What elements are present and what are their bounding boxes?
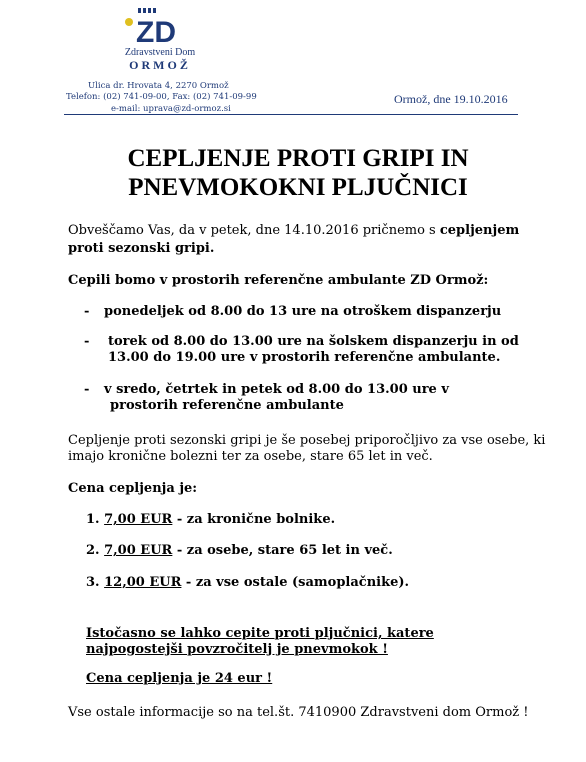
schedule-dash-3: -: [84, 382, 90, 397]
price-item-1: [86, 511, 335, 529]
intro-text: Obveščamo Vas, da v petek, dne 14.10.2016 pričnemo s: [68, 223, 440, 238]
email-line: e-mail: uprava@zd-ormoz.si: [111, 104, 231, 114]
recommendation-line-2: imajo kronične bolezni ter za osebe, stare 65 let in več.: [68, 449, 433, 464]
footer-info: Vse ostale informacije so na tel.št. 7410900 Zdravstveni dom Ormož !: [68, 705, 529, 720]
header-divider: [64, 114, 518, 115]
price-desc-1: - za kronične bolnike.: [172, 512, 336, 527]
pneumo-line-2: najpogostejši povzročitelj je pnevmokok !: [86, 642, 388, 657]
title-line-1: CEPLJENJE PROTI GRIPI IN: [127, 145, 469, 172]
logo-mark-icon: [124, 6, 188, 48]
price-amount-3: 12,00 EUR: [104, 575, 182, 590]
schedule-item-3-line-2: prostorih referenčne ambulante: [110, 398, 344, 413]
schedule-dash-2: -: [84, 334, 90, 349]
recommendation-line-1: Cepljenje proti sezonski gripi je še posebej priporočljivo za vse osebe, ki: [68, 433, 546, 448]
price-item-2: [86, 542, 393, 560]
phone-line: Telefon: (02) 741-09-00, Fax: (02) 741-09-99: [66, 92, 257, 102]
zd-logo: [124, 6, 188, 48]
intro-line-1: [68, 222, 519, 240]
address: Ulica dr. Hrovata 4, 2270 Ormož: [88, 81, 229, 91]
price-heading: Cena cepljenja je:: [68, 481, 198, 496]
schedule-item-3-line-1: v sredo, četrtek in petek od 8.00 do 13.00 ure v: [104, 382, 449, 397]
schedule-item-2-line-2: 13.00 do 19.00 ure v prostorih referenčne ambulante.: [108, 350, 501, 365]
logo-text: ZD: [136, 16, 176, 48]
document-date: Ormož, dne 19.10.2016: [394, 92, 508, 106]
location-heading: Cepili bomo v prostorih referenčne ambulante ZD Ormož:: [68, 273, 489, 288]
intro-line-2: proti sezonski gripi.: [68, 241, 215, 256]
schedule-dash-1: -: [84, 304, 90, 319]
org-name: Zdravstveni Dom: [124, 47, 196, 58]
price-num-1: 1.: [86, 512, 100, 527]
price-amount-1: 7,00 EUR: [104, 512, 173, 527]
intro-bold: cepljenjem: [439, 223, 520, 238]
price-amount-2: 7,00 EUR: [104, 543, 173, 558]
schedule-item-2-line-1: torek od 8.00 do 13.00 ure na šolskem dispanzerju in od: [108, 334, 519, 349]
price-num-3: 3.: [86, 575, 100, 590]
price-desc-2: - za osebe, stare 65 let in več.: [172, 543, 393, 558]
title-line-2: PNEVMOKOKNI PLJUČNICI: [128, 174, 468, 201]
price-desc-3: - za vse ostale (samoplačnike).: [181, 575, 410, 590]
pneumo-price: Cena cepljenja je 24 eur !: [86, 671, 273, 686]
org-town: ORMOŽ: [129, 58, 191, 72]
price-item-3: [86, 574, 409, 592]
price-num-2: 2.: [86, 543, 100, 558]
pneumo-line-1: Istočasno se lahko cepite proti pljučnici, katere: [86, 626, 434, 641]
schedule-item-1: ponedeljek od 8.00 do 13 ure na otroškem dispanzerju: [104, 304, 502, 319]
